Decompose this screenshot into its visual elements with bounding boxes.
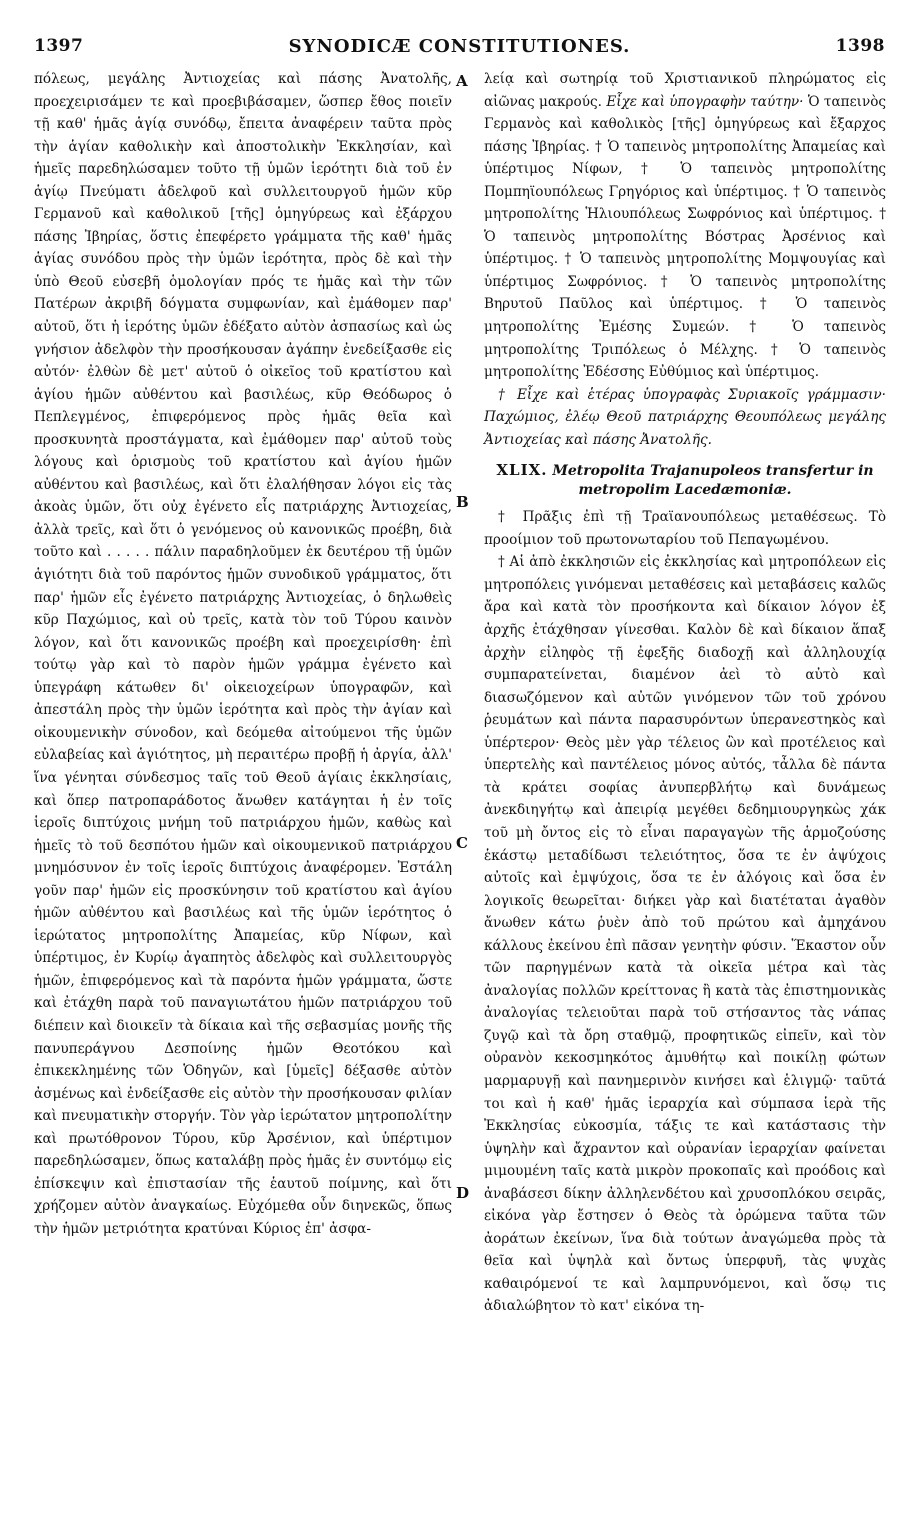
section-number: XLIX.	[496, 461, 548, 480]
section-title: Metropolita Trajanupoleos transfertur in metropolim Lacedæmoniæ.	[552, 463, 874, 499]
left-column-text: πόλεως, μεγάλης Ἀντιοχείας καὶ πάσης Ἀνατολῆς, προεχειρισάμεν τε καὶ προεβιβάσαμεν, ὥσπερ ἔθος ποιεῖν τῇ καθ' ἡμᾶς ἁγίᾳ συνόδῳ, ἔπειτα ἀναφέρειν ταῦτα πρὸς τὴν ἁγίαν καθολικὴν καὶ ἀποστολικὴν Ἐκκλησίαν, καὶ ἡμεῖς παρεδηλώσαμεν τοῦτο τῇ ὑμῶν ἱερότητι διὰ τοῦ ἐν ἁγίῳ Πνεύματι ἀδελφοῦ καὶ συλλειτουργοῦ ἡμῶν κῦρ Γερμανοῦ καὶ καθολικοῦ [τῆς] ὁμηγύρεως καὶ ἐξάρχου πάσης Ἰβηρίας, ὅστις ἐπεφέρετο γράμματα τῆς καθ' ἡμᾶς ἁγίας συνόδου πρὸς τὴν ὑμῶν ἱερότητα, πρὸς δὲ καὶ τὴν ὑπὸ Θεοῦ εὐσεβῆ ὁμολογίαν πρός τε ἡμᾶς καὶ τὴν τῶν Πατέρων ἀκριβῆ δόγματα συμφωνίαν, καὶ ἐμάθομεν παρ' αὐτοῦ, ὅτι ἡ ἱερότης ὑμῶν ἐδέξατο αὐτὸν ἀσπασίως καὶ ὡς γνήσιον ἀδελφὸν τὴν προσήκουσαν ἀγάπην ἐνεδείξασθε εἰς αὐτόν· ἐλθὼν δὲ μετ' αὐτοῦ ὁ οἰκεῖος τοῦ κρατίστου καὶ ἁγίου ἡμῶν αὐθέντου καὶ βασιλέως, κῦρ Θεόδωρος ὁ Πεπλεγμένος, ἐπιφερόμενος πρὸς ἡμᾶς θεῖα καὶ προσκυνητὰ προστάγματα, καὶ ἐμάθομεν παρ' αὐτοῦ τοὺς λόγους καὶ ὁρισμοὺς τοῦ κρατίστου καὶ ἁγίου ἡμῶν αὐθέντου καὶ βασιλέως, καὶ ὅτι ἐλαλήθησαν λόγοι εἰς τὰς ἀκοὰς ὑμῶν, ὅτι οὐχ ἐγένετο εἷς πατριάρχης Ἀντιοχείας, ἀλλὰ τρεῖς, καὶ ὅτι ὁ γενόμενος οὐ κανονικῶς προέβη, διὰ τοῦτο καὶ . . . . . πάλιν παραδηλοῦμεν ἐκ δευτέρου τῇ ὑμῶν ἁγιότητι διὰ τοῦ παρόντος ἡμῶν συνοδικοῦ γράμματος, ὅτι παρ' ἡμῶν εἷς ἐγένετο πατριάρχης Ἀντιοχείας, ὁ δηλωθεὶς κῦρ Παχώμιος, καὶ οὐ τρεῖς, κατὰ τὸν τοῦ Τύρου καινὸν λόγον, καὶ ὅτι κανονικῶς προέβη καὶ προεχειρίσθη· ἐπὶ τούτῳ γὰρ καὶ τὸ παρὸν ἡμῶν γράμμα ἐγένετο καὶ ὑπεγράφη κάτωθεν δι' οἰκειοχείρων ὑπογραφῶν, καὶ ἀπεστάλη πρὸς τὴν ὑμῶν ἱερότητα καὶ πρὸς τὴν ἁγίαν καὶ οἰκουμενικὴν σύνοδον, καὶ δεόμεθα αἰτούμενοι τῆς ὑμῶν εὐλαβείας καὶ ἁγιότητος, μὴ περαιτέρω προβῇ ἡ ἀργία, ἀλλ' ἵνα γένηται σύνδεσμος ταῖς τοῦ Θεοῦ ἁγίαις ἐκκλησίαις, καὶ ὅπερ πατροπαράδοτος ἄνωθεν κατάγηται ἡ ἐν τοῖς ἱεροῖς διπτύχοις μνήμη τοῦ πατριάρχου ἡμῶν, καθὼς καὶ ἡμεῖς τὸ τοῦ δεσπότου ἡμῶν καὶ οἰκουμενικοῦ πατριάρχου μνημόσυνον ἐν τοῖς ἱεροῖς διπτύχοις ἀναφέρομεν. Ἐστάλη γοῦν παρ' ἡμῶν εἰς προσκύνησιν τοῦ κρατίστου καὶ ἁγίου ἡμῶν αὐθέντου καὶ βασιλέως καὶ τῆς ὑμῶν ἱερότητος ὁ ἱερώτατος μητροπολίτης Ἀπαμείας, κῦρ Νίφων, καὶ ὑπέρτιμος, ἐν Κυρίῳ ἀγαπητὸς ἀδελφὸς καὶ συλλειτουργὸς ἡμῶν, ἐπιφερόμενος καὶ τὰ παρόντα ἡμῶν γράμματα, ὥστε καὶ ἐτάχθη παρὰ τοῦ παναγιωτάτου ἡμῶν πατριάρχου τοῦ διέπειν καὶ διοικεῖν τὰ δίκαια καὶ τῆς σεβασμίας μονῆς τῆς πανυπεράγνου Δεσποίνης ἡμῶν Θεοτόκου καὶ ἐπικεκλημένης τῶν Ὁδηγῶν, καὶ [ὑμεῖς] δέξασθε αὐτὸν ἀσμένως καὶ ἐνδείξασθε εἰς αὐτὸν τὴν προσήκουσαν φιλίαν καὶ πνευματικὴν στοργήν. Τὸν γὰρ ἱερώτατον μητροπολίτην καὶ πρωτόθρονον Τύρου, κῦρ Ἀρσένιον, καὶ ὑπέρτιμον παρεδηλώσαμεν, ὅπως καταλάβῃ πρὸς ἡμᾶς ἐν συντόμῳ εἰς ἐπίσκεψιν καὶ ἐπιστασίαν τῆς ἑαυτοῦ ποίμνης, καὶ ὅτι χρήζομεν αὐτὸν ἀναγκαίως. Εὐχόμεθα οὖν διηνεκῶς, ὅπως τὴν ἡμῶν μετριότητα κρατύναι Κύριος ἐπ' ἀσφα-	[34, 71, 452, 1237]
signature-list: Ὁ ταπεινὸς Γερμανὸς καὶ καθολικὸς [τῆς] ὁμηγύρεως καὶ ἔξαρχος πάσης Ἰβηρίας. † Ὁ ταπεινὸς μητροπολίτης Ἀπαμείας καὶ ὑπέρτιμος Νίφων, † Ὁ ταπεινὸς μητροπολίτης Πομπηϊουπόλεως Γρηγόριος καὶ ὑπέρτιμος. † Ὁ ταπεινὸς μητροπολίτης Ἡλιουπόλεως Σωφρόνιος καὶ ὑπέρτιμος. † Ὁ ταπεινὸς μητροπολίτης Βόστρας Ἀρσένιος καὶ ὑπέρτιμος. † Ὁ ταπεινὸς μητροπολίτης Μομψουγίας καὶ ὑπέρτιμος Σωφρόνιος. † Ὁ ταπεινὸς μητροπολίτης Βηρυτοῦ Παῦλος καὶ ὑπέρτιμος. † Ὁ ταπεινὸς μητροπολίτης Ἐμέσης Συμεών. † Ὁ ταπεινὸς μητροπολίτης Τριπόλεως ὁ Μέλχης. † Ὁ ταπεινὸς μητροπολίτης Ἐδέσσης Εὐθύμιος καὶ ὑπέρτιμος.	[484, 93, 887, 381]
margin-marker-d: D	[456, 1184, 470, 1202]
margin-marker-b: B	[456, 493, 469, 511]
signature-intro: Εἶχε καὶ ὑπογραφὴν ταύτην·	[606, 93, 804, 110]
syriac-signatures-note: † Εἶχε καὶ ἑτέρας ὑπογραφὰς Συριακοῖς γράμμασιν· Παχώμιος, ἐλέῳ Θεοῦ πατριάρχης Θεουπόλεως μεγάλης Ἀντιοχείας καὶ πάσης Ἀνατολῆς.	[484, 386, 886, 448]
margin-marker-a: A	[456, 72, 468, 90]
section-heading	[484, 461, 886, 500]
right-column	[484, 68, 886, 1318]
margin-markers	[452, 68, 482, 1528]
right-intro-paragraph	[484, 68, 886, 384]
page-number-left: 1397	[34, 36, 84, 56]
running-header	[34, 36, 885, 58]
running-title: SYNODICÆ CONSTITUTIONES.	[288, 36, 631, 57]
page-number-right: 1398	[835, 36, 885, 56]
right-body-text: † Αἱ ἀπὸ ἐκκλησιῶν εἰς ἐκκλησίας καὶ μητροπόλεων εἰς μητροπόλεις γινόμεναι μεταθέσεις καὶ μεταβάσεις καλῶς ἄρα καὶ κατὰ τὸν προσήκοντα καὶ δίκαιον λόγον ἐξ ἀρχῆς ἐτάχθησαν γίνεσθαι. Καλὸν δὲ καὶ δίκαιον ἅπαξ ἀρχὴν εἰληφὸς τῇ ἐφεξῆς διαδοχῇ καὶ ἀλληλουχίᾳ συμπαρατείνεται, διαμένον ἀεὶ τὸ αὐτὸ καὶ διασωζόμενον καὶ αὐτῶν γινόμενον τῶν τοῦ χρόνου ῥευμάτων καὶ πάντα παρασυρόντων ὑπερανεστηκὸς καὶ ὑπέρτερον· Θεὸς μὲν γὰρ τέλειος ὢν καὶ προτέλειος καὶ ὑπερτελὴς καὶ παντέλειος μόνος αὐτός, τἆλλα δὲ πάντα τὰ κράτει σοφίας ἀνυπερβλήτῳ καὶ δυνάμεως ἀνεκδιηγήτῳ καὶ ἀπειρίᾳ μεγέθει δεδημιουργηκὼς χάκ τοῦ μὴ ὄντος εἰς τὸ εἶναι παραγαγὼν τῆς ἁρμοζούσης ἑκάστῳ μεταδίδωσι τελειότητος, ὅσα τε ἐν ἀψύχοις αὐτοῖς καὶ ἐμψύχοις, ὅσα τε ἐν ἀλόγοις καὶ ὅσα ἐν λογικοῖς θεωρεῖται· διήκει γὰρ καὶ διατέταται ἀγαθὸν ἄνωθεν κάτω ῥυὲν ἀπὸ τοῦ πρώτου καὶ ἀμηχάνου κάλλους ἐκείνου ἐπὶ πᾶσαν γενητὴν φύσιν. Ἕκαστον οὖν τῶν παρηγμένων κατὰ τὰ οἰκεῖα μέτρα καὶ τὰς ἀναλογίας πολλῶν κρείττονας ἢ κατὰ τὰς ἐπιστημονικὰς ἀναλογίας τελειοῦται παρὰ τοῦ στήσαντος τὰς νάπας ζυγῷ καὶ τὰ ὄρη σταθμῷ, προφητικῶς εἰπεῖν, καὶ τὸν οὐρανὸν κεκοσμηκότος ἀμυθήτῳ καὶ ποικίλῃ φώτων μαρμαρυγῇ καὶ πανημερινὸν κινήσει καὶ ἑλιγμῷ· ταῦτά τοι καὶ ἡ καθ' ἡμᾶς ἱεραρχία καὶ σύμπασα ἱερὰ τῆς Ἐκκλησίας εὐκοσμία, τάξις τε καὶ κατάστασις τὴν ὑψηλὴν καὶ ἄχραντον καὶ οὐρανίαν ἱεραρχίαν φαίνεται μιμουμένη ταῖς κατὰ μικρὸν προκοπαῖς καὶ προόδοις καὶ ἀναβάσεσι δίκην ἀλληλενδέτου καὶ χρυσοπλόκου σειρᾶς, εἰκόνα γὰρ ἔστησεν ὁ Θεὸς τὰ ὁρώμενα ταῦτα τῶν ἀοράτων ἐκείνων, ἵνα διὰ τούτων ἀναγώμεθα πρὸς τὰ θεῖα καὶ ὑψηλὰ καὶ ὄντως ὑπερφυῆ, τὰς ψυχὰς καθαιρόμενοί τε καὶ λαμπρυνόμενοι, καὶ ὅσῳ τις ἀδιαλώβητον τὸ κατ' εἰκόνα τη-	[484, 554, 886, 1315]
right-intro-text: λείᾳ καὶ σωτηρίᾳ τοῦ Χριστιανικοῦ πληρώματος εἰς αἰῶνας μακρούς.	[484, 71, 886, 110]
acts-heading: † Πρᾶξις ἐπὶ τῇ Τραϊανουπόλεως μεταθέσεως. Τὸ προοίμιον τοῦ πρωτονωταρίου τοῦ Πεπαγωμένου.	[484, 509, 886, 548]
margin-marker-c: C	[456, 834, 468, 852]
left-column	[34, 68, 452, 1240]
